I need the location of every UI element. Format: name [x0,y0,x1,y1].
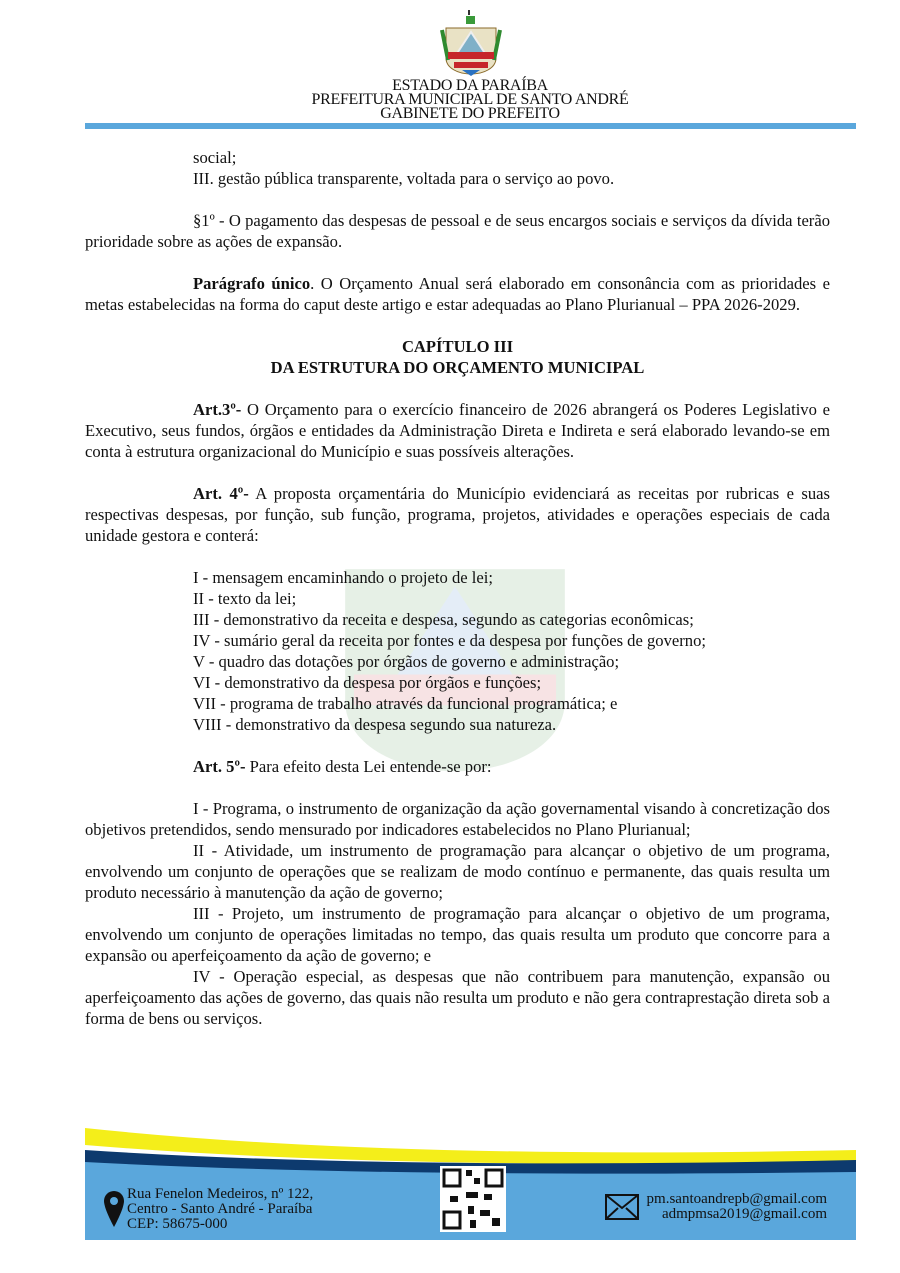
email-address: admpmsa2019@gmail.com [661,1206,827,1222]
article-text: Para efeito desta Lei entende-se por: [245,757,492,776]
document-body [85,147,830,1029]
list-item: I - mensagem encaminhando o projeto de lei; [193,568,493,587]
letterhead-footer [85,1120,856,1240]
definition-item: I - Programa, o instrumento de organização da ação governamental visando à concretização dos objetivos pretendidos, sendo mensurado por indicadores estabelecidos no Plano Plurianual; [85,799,830,839]
list-item: VII - programa de trabalho através da funcional programática; e [193,694,618,713]
location-pin-icon [103,1190,125,1228]
chapter-heading: CAPÍTULO III [401,337,514,356]
article-label: Art. 5º- [193,757,246,776]
article-text: O Orçamento para o exercício financeiro de 2026 abrangerá os Poderes Legislativo e Executivo, seus fundos, órgãos e entidades da Administração Direta e Indireta e será elaborado levando-se em conta à estrutura organizacional do Município e suas possíveis alterações. [85,400,830,461]
definition-item: III - Projeto, um instrumento de programação para alcançar o objetivo de um programa, envolvendo um conjunto de operações limitadas no tempo, das quais resulta um produto que concorre para a expansão ou aperfeiçoamento da ação de governo; e [85,904,830,965]
article-text: A proposta orçamentária do Município evidenciará as receitas por rubricas e suas respectivas despesas, por função, sub função, programa, projetos, atividades e operações especiais de cada unidade gestora e conterá: [85,484,830,545]
article-label: Art. 4º- [193,484,249,503]
email-address: pm.santoandrepb@gmail.com [646,1191,827,1207]
address-line: Rua Fenelon Medeiros, nº 122, [127,1186,314,1202]
header-divider [85,123,856,129]
paragraph: §1º - O pagamento das despesas de pessoal e de seus encargos sociais e serviços da dívida terão prioridade sobre as ações de expansão. [85,211,830,251]
definition-item: IV - Operação especial, as despesas que não contribuem para manutenção, expansão ou aperfeiçoamento das ações de governo, das quais não resulta um produto e não gera contraprestação direta sob a forma de bens ou serviços. [85,967,830,1028]
list-item: II - texto da lei; [193,589,297,608]
paragraph-text: . O Orçamento Anual será elaborado em consonância com as prioridades e metas estabelecidas na forma do caput deste artigo e estar adequadas ao Plano Plurianual – PPA 2026-2029. [85,274,830,314]
header-prefecture: PREFEITURA MUNICIPAL DE SANTO ANDRÉ [311,91,629,108]
paragraph-unico [85,273,830,315]
paragraph: III. gestão pública transparente, voltada para o serviço ao povo. [193,169,615,188]
list-item: IV - sumário geral da receita por fontes e da despesa por funções de governo; [193,631,706,650]
article-5 [85,756,830,777]
header-state: ESTADO DA PARAÍBA [392,77,548,94]
header-office: GABINETE DO PREFEITO [380,105,560,122]
list-item: VIII - demonstrativo da despesa segundo sua natureza. [193,715,557,734]
address-line: Centro - Santo André - Paraíba [127,1201,313,1217]
chapter-title: DA ESTRUTURA DO ORÇAMENTO MUNICIPAL [270,358,645,377]
definition-item: II - Atividade, um instrumento de programação para alcançar o objetivo de um programa, envolvendo um conjunto de operações que se realizam de modo contínuo e permanente, das quais resulta um produto necessário à manutenção da ação de governo; [85,841,830,902]
paragraph: social; [193,148,237,167]
article-label: Art.3º- [193,400,242,419]
list-item: V - quadro das dotações por órgãos de governo e administração; [193,652,620,671]
list-item: III - demonstrativo da receita e despesa, segundo as categorias econômicas; [193,610,694,629]
list-item: VI - demonstrativo da despesa por órgãos e funções; [193,673,542,692]
qr-code-icon [440,1166,506,1232]
paragraph-label: Parágrafo único [193,274,311,293]
article-3 [85,399,830,462]
address-line: CEP: 58675-000 [127,1216,228,1232]
article-4 [85,483,830,546]
letterhead [0,0,900,135]
municipal-crest-logo [440,10,502,76]
email-envelope-icon [605,1194,639,1220]
